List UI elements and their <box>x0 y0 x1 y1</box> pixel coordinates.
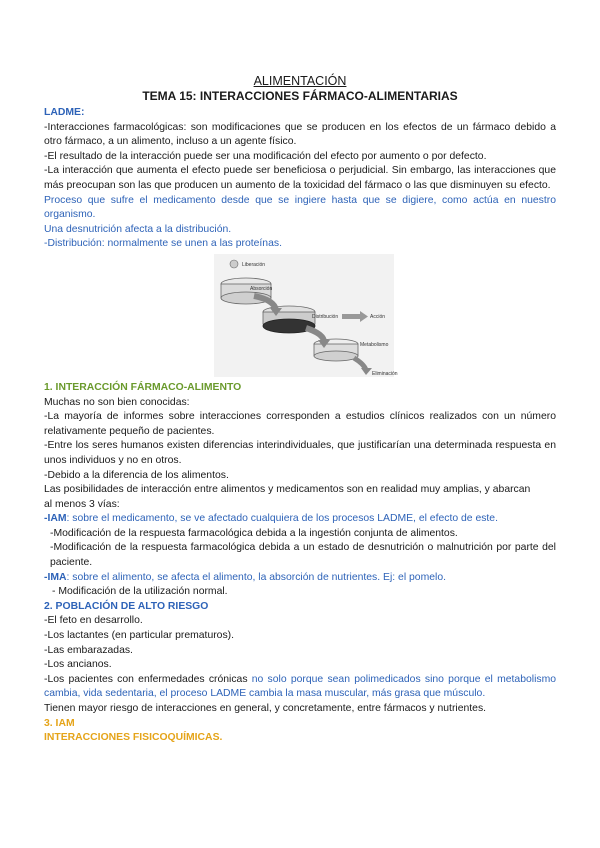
figure-label-metabolismo: Metabolismo <box>360 341 389 348</box>
section-2-heading: 2. POBLACIÓN DE ALTO RIESGO <box>44 600 209 612</box>
figure-label-distribucion: Distribución <box>312 313 339 320</box>
ladme-heading: LADME: <box>44 107 85 118</box>
iam-text: : sobre el medicamento, se ve afectado cualquiera de los procesos LADME, el efecto de este. <box>66 513 498 525</box>
chronic-note: no solo porque sean polimedicados sino porque el metabolismo cambia, vida sedentaria, el proceso LADME cambia la masa muscular, más grasa que músculo. <box>44 673 557 700</box>
section-1-paragraph-5b: al menos 3 vías: <box>44 498 120 510</box>
risk-item-3: -Las embarazadas. <box>44 644 133 656</box>
section-3-heading: 3. IAM <box>44 717 75 729</box>
section-1-paragraph-2: -La mayoría de informes sobre interacciones corresponden a estudios clínicos realizados con un número relativamente pequeño de pacientes. <box>44 411 556 437</box>
figure-label-eliminacion: Eliminación <box>372 370 398 377</box>
section-3-subheading: INTERACCIONES FISICOQUÍMICAS. <box>44 732 223 744</box>
figure-label-absorcion: Absorción <box>250 285 273 292</box>
risk-item-4: -Los ancianos. <box>44 659 112 671</box>
section-2-closing: Tienen mayor riesgo de interacciones en general, y concretamente, entre fármacos y nutrientes. <box>44 703 487 714</box>
ladme-diagram <box>214 254 398 377</box>
ladme-figure <box>44 254 556 377</box>
iam-sub-2: -Modificación de la respuesta farmacológica debida a un estado de desnutrición o malnutrición por parte del paciente. <box>50 542 556 569</box>
chronic-text: -Los pacientes con enfermedades crónicas <box>44 673 252 685</box>
ima-line <box>44 571 556 586</box>
ladme-paragraph-2: -El resultado de la interacción puede ser una modificación del efecto por aumento o por defecto. <box>44 150 487 162</box>
figure-label-accion: Acción <box>370 313 386 320</box>
ladme-paragraph-5: Una desnutrición afecta a la distribución. <box>44 223 232 235</box>
iam-line <box>44 512 556 527</box>
section-1-heading: 1. INTERACCIÓN FÁRMACO-ALIMENTO <box>44 381 242 393</box>
risk-item-2: -Los lactantes (en particular prematuros). <box>44 630 234 642</box>
iam-label: -IAM <box>44 513 67 525</box>
ladme-paragraph-6: -Distribución: normalmente se unen a las proteínas. <box>44 238 282 250</box>
ima-label: -IMA <box>44 571 67 583</box>
section-1-paragraph-3: -Entre los seres humanos existen diferencias interindividuales, que justificarían una determinada respuesta en unos individuos y no en otros. <box>44 440 556 466</box>
document-title: ALIMENTACIÓN <box>253 74 347 88</box>
ladme-paragraph-3: -La interacción que aumenta el efecto puede ser beneficiosa o perjudicial. Sin embargo, las interacciones que más preocupan son las que producen un aumento de la toxicidad del fármaco o las que disminuyen su efecto. <box>44 165 556 191</box>
section-1-paragraph-1: Muchas no son bien conocidas: <box>44 396 190 408</box>
risk-item-1: -El feto en desarrollo. <box>44 615 143 627</box>
ladme-paragraph-1: -Interacciones farmacológicas: son modificaciones que se producen en los efectos de un fármaco debido a otro fármaco, a un alimento, incluso a un agente físico. <box>44 121 556 148</box>
ima-text: : sobre el alimento, se afecta el alimento, la absorción de nutrientes. Ej: el pomelo. <box>66 571 446 583</box>
ima-sub-1: - Modificación de la utilización normal. <box>52 586 228 598</box>
document-subtitle: TEMA 15: INTERACCIONES FÁRMACO-ALIMENTARIAS <box>142 89 458 103</box>
iam-sub-1: -Modificación de la respuesta farmacológica debida a la ingestión conjunta de alimentos. <box>50 527 458 539</box>
figure-label-liberacion: Liberación <box>242 261 266 268</box>
document-content <box>44 74 556 746</box>
risk-item-chronic <box>44 673 556 702</box>
section-1-paragraph-4: -Debido a la diferencia de los alimentos. <box>44 469 229 481</box>
section-1-paragraph-5a: Las posibilidades de interacción entre alimentos y medicamentos son en realidad muy amplias, y abarcan <box>44 484 531 496</box>
ladme-paragraph-4: Proceso que sufre el medicamento desde que se ingiere hasta que se digiere, como actúa en nuestro organismo. <box>44 194 556 221</box>
